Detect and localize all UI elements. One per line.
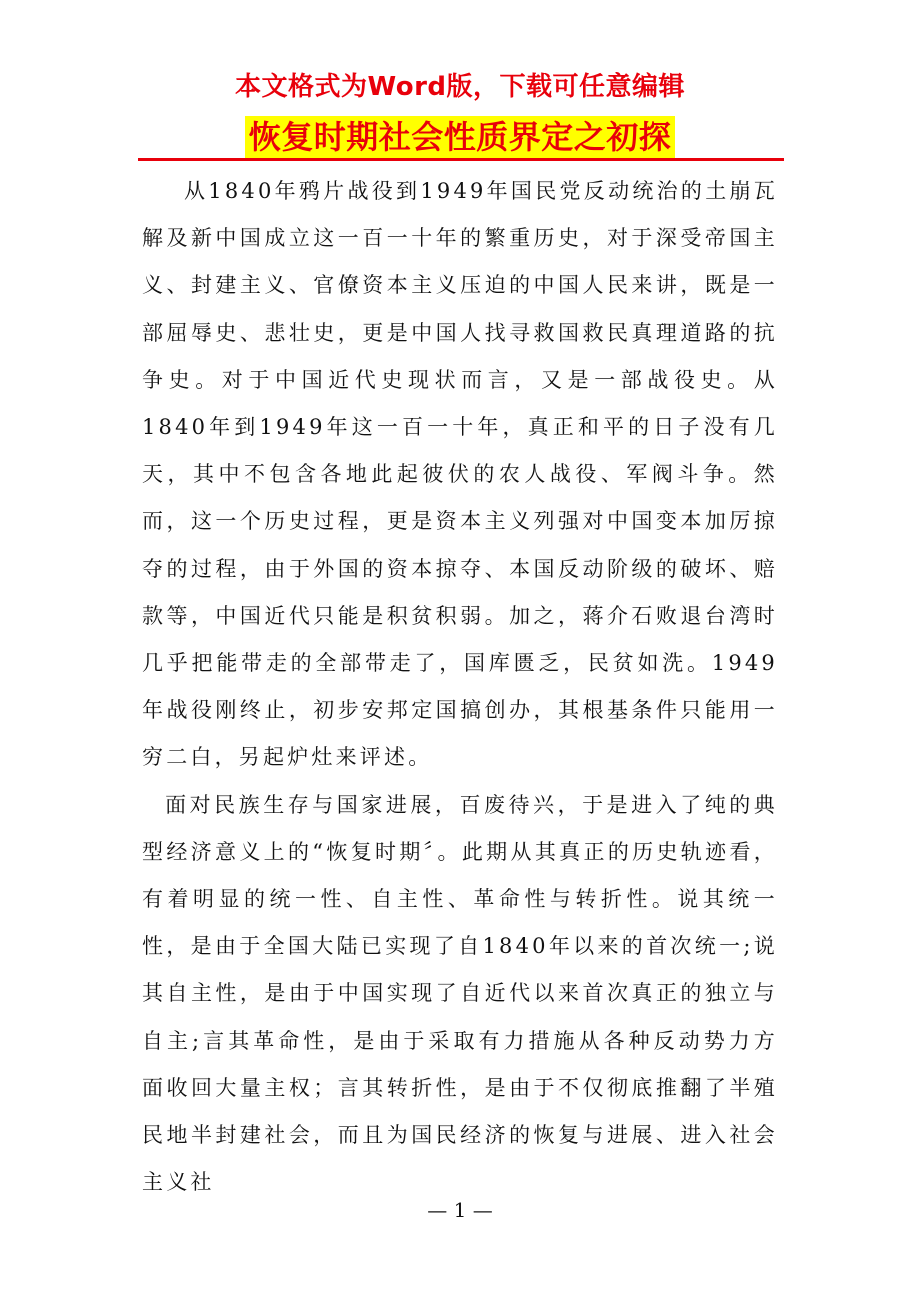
page-number: — 1 — xyxy=(427,1198,493,1222)
format-notice xyxy=(0,70,920,104)
document-title: 恢复时期社会性质界定之初探 xyxy=(245,116,676,158)
title-divider xyxy=(138,158,784,161)
paragraph-1: 从1840年鸦片战役到1949年国民党反动统治的土崩瓦解及新中国成立这一百一十年的繁重历史，对于深受帝国主义、封建主义、官僚资本主义压迫的中国人民来讲，既是一部屈辱史、悲壮史，更是中国人找寻救国救民真理道路的抗争史。对于中国近代史现状而言，又是一部战役史。从1840年到1949年这一百一十年，真正和平的日子没有几天，其中不包含各地此起彼伏的农人战役、军阀斗争。然而，这一个历史过程，更是资本主义列强对中国变本加厉掠夺的过程，由于外国的资本掠夺、本国反动阶级的破坏、赔款等，中国近代只能是积贫积弱。加之，蒋介石败退台湾时几乎把能带走的全部带走了，国库匮乏，民贫如洗。1949年战役刚终止，初步安邦定国搞创办，其根基条件只能用一穷二白，另起炉灶来评述。 xyxy=(142,179,778,770)
title-block xyxy=(0,116,920,158)
format-notice-text: 本文格式为Word版，下载可任意编辑 xyxy=(234,72,686,102)
document-body xyxy=(142,168,778,1206)
paragraph-2: 面对民族生存与国家进展，百废待兴，于是进入了纯的典型经济意义上的“恢复时期〞。此期从其真正的历史轨迹看，有着明显的统一性、自主性、革命性与转折性。说其统一性，是由于全国大陆已实现了自1840年以来的首次统一;说其自主性，是由于中国实现了自近代以来首次真正的独立与自主;言其革命性，是由于采取有力措施从各种反动势力方面收回大量主权；言其转折性，是由于不仅彻底推翻了半殖民地半封建社会，而且为国民经济的恢复与进展、进入社会主义社 xyxy=(142,792,778,1195)
